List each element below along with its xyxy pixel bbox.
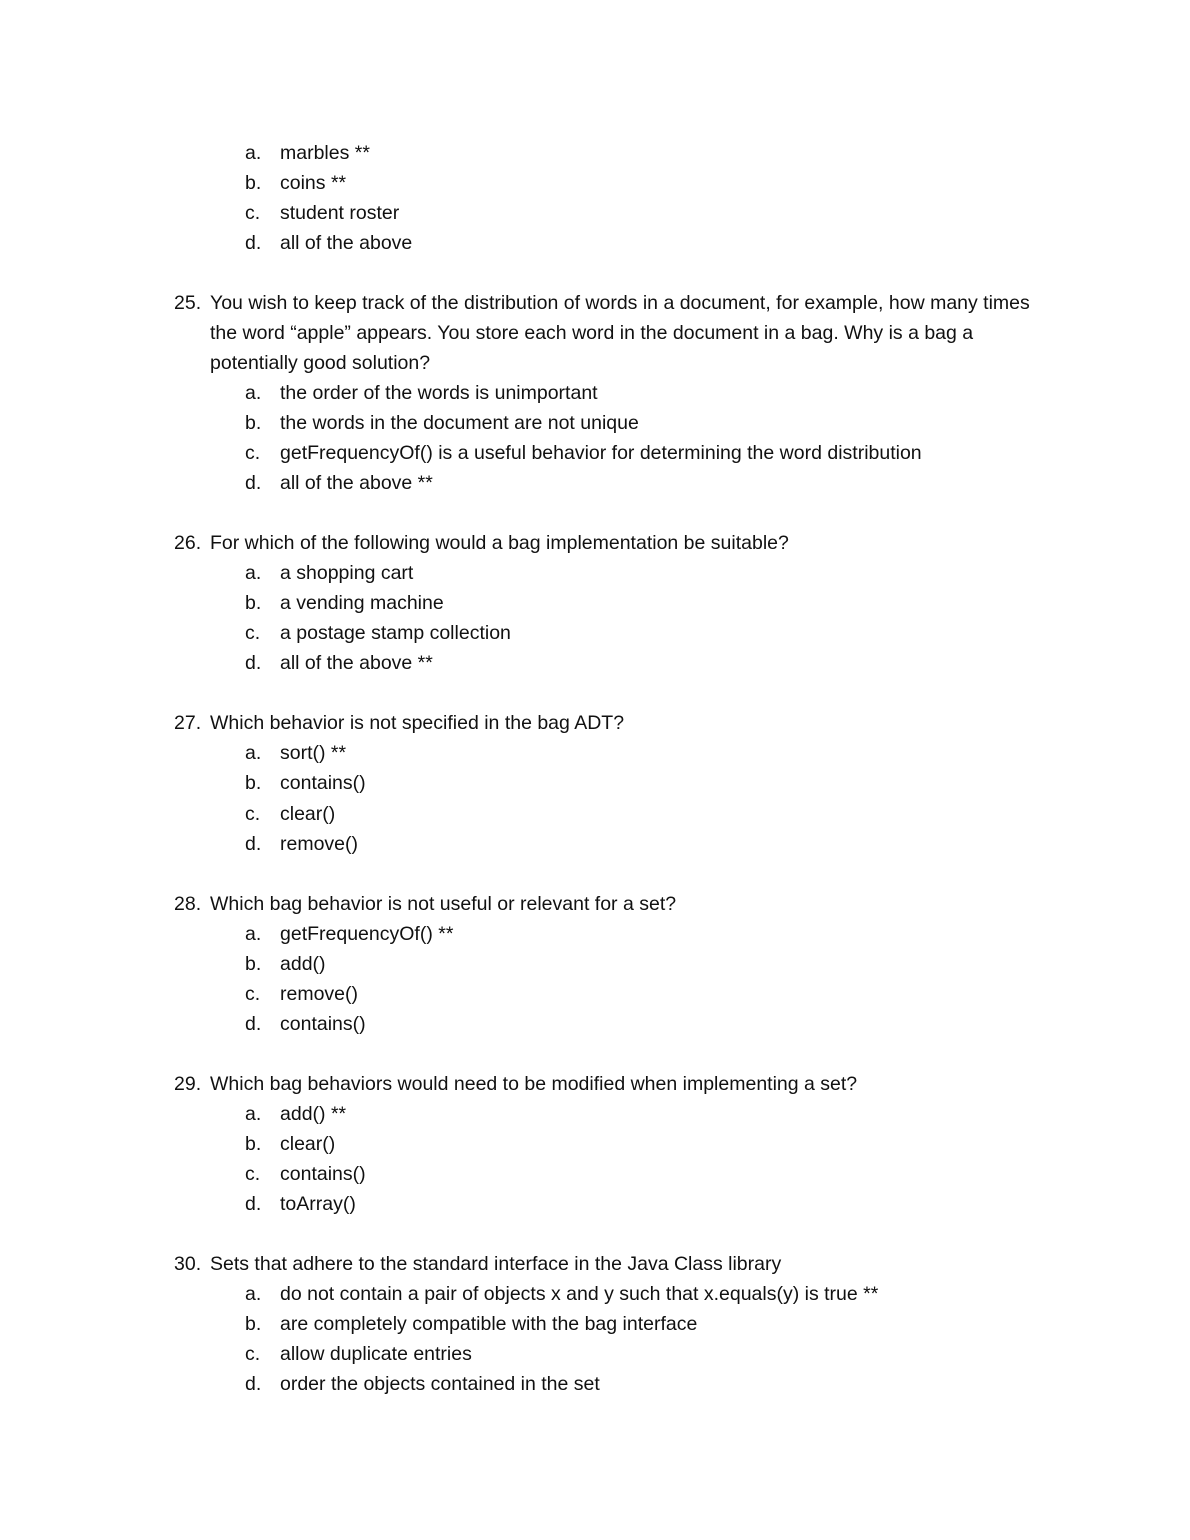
option-label: a. (245, 923, 262, 945)
option-text: contains() (280, 1163, 366, 1185)
question-text-line-1: You wish to keep track of the distribution of words in a document, for example, how many times (210, 292, 1030, 314)
option-label: b. (245, 953, 262, 975)
option-label: d. (245, 652, 262, 674)
option-label: a. (245, 562, 262, 584)
option-text: add() (280, 953, 326, 975)
option-text: all of the above (280, 232, 413, 254)
option-label: b. (245, 772, 262, 794)
option-label: d. (245, 1013, 262, 1035)
option-label: c. (245, 622, 261, 644)
option-text: contains() (280, 772, 366, 794)
option-text: remove() (280, 833, 359, 855)
option-label: a. (245, 1103, 262, 1125)
question-number: 28. (174, 893, 202, 915)
option-text: are completely compatible with the bag interface (280, 1313, 698, 1335)
option-text: toArray() (280, 1193, 356, 1215)
option-label: d. (245, 472, 262, 494)
option-label: a. (245, 742, 262, 764)
question-text: Which behavior is not specified in the bag ADT? (210, 712, 625, 734)
option-label: c. (245, 1163, 261, 1185)
option-label: b. (245, 172, 262, 194)
option-label: d. (245, 1373, 262, 1395)
option-text: the words in the document are not unique (280, 412, 639, 434)
question-number: 30. (174, 1253, 202, 1275)
option-text: allow duplicate entries (280, 1343, 472, 1365)
option-label: d. (245, 232, 262, 254)
option-text: do not contain a pair of objects x and y such that x.equals(y) is true ** (280, 1283, 879, 1305)
option-text: clear() (280, 1133, 336, 1155)
option-label: b. (245, 412, 262, 434)
option-text: all of the above ** (280, 652, 433, 674)
option-text: a postage stamp collection (280, 622, 511, 644)
question-number: 27. (174, 712, 202, 734)
question-text: Sets that adhere to the standard interface in the Java Class library (210, 1253, 782, 1275)
question-text: Which bag behavior is not useful or relevant for a set? (210, 893, 677, 915)
question-number: 26. (174, 532, 202, 554)
option-text: contains() (280, 1013, 366, 1035)
option-text: marbles ** (280, 142, 370, 164)
option-label: c. (245, 983, 261, 1005)
option-text: getFrequencyOf() ** (280, 923, 454, 945)
option-text: student roster (280, 202, 400, 224)
question-text-line-3: potentially good solution? (210, 352, 431, 374)
question-text: Which bag behaviors would need to be modified when implementing a set? (210, 1073, 858, 1095)
option-label: a. (245, 1283, 262, 1305)
option-label: b. (245, 1133, 262, 1155)
option-label: d. (245, 833, 262, 855)
question-text: For which of the following would a bag implementation be suitable? (210, 532, 789, 554)
option-text: add() ** (280, 1103, 347, 1125)
option-text: remove() (280, 983, 359, 1005)
option-text: the order of the words is unimportant (280, 382, 598, 404)
option-text: sort() ** (280, 742, 347, 764)
option-label: a. (245, 142, 262, 164)
option-text: a vending machine (280, 592, 444, 614)
option-label: a. (245, 382, 262, 404)
option-text: coins ** (280, 172, 347, 194)
option-label: c. (245, 803, 261, 825)
option-text: clear() (280, 803, 336, 825)
question-text-line-2: the word “apple” appears. You store each word in the document in a bag. Why is a bag a (210, 322, 974, 344)
option-label: c. (245, 442, 261, 464)
option-text: order the objects contained in the set (280, 1373, 600, 1395)
question-number: 25. (174, 292, 202, 314)
question-number: 29. (174, 1073, 202, 1095)
option-label: d. (245, 1193, 262, 1215)
option-text: all of the above ** (280, 472, 433, 494)
option-label: c. (245, 1343, 261, 1365)
option-label: c. (245, 202, 261, 224)
option-text: a shopping cart (280, 562, 414, 584)
option-label: b. (245, 1313, 262, 1335)
option-text: getFrequencyOf() is a useful behavior for determining the word distribution (280, 442, 922, 464)
option-label: b. (245, 592, 262, 614)
